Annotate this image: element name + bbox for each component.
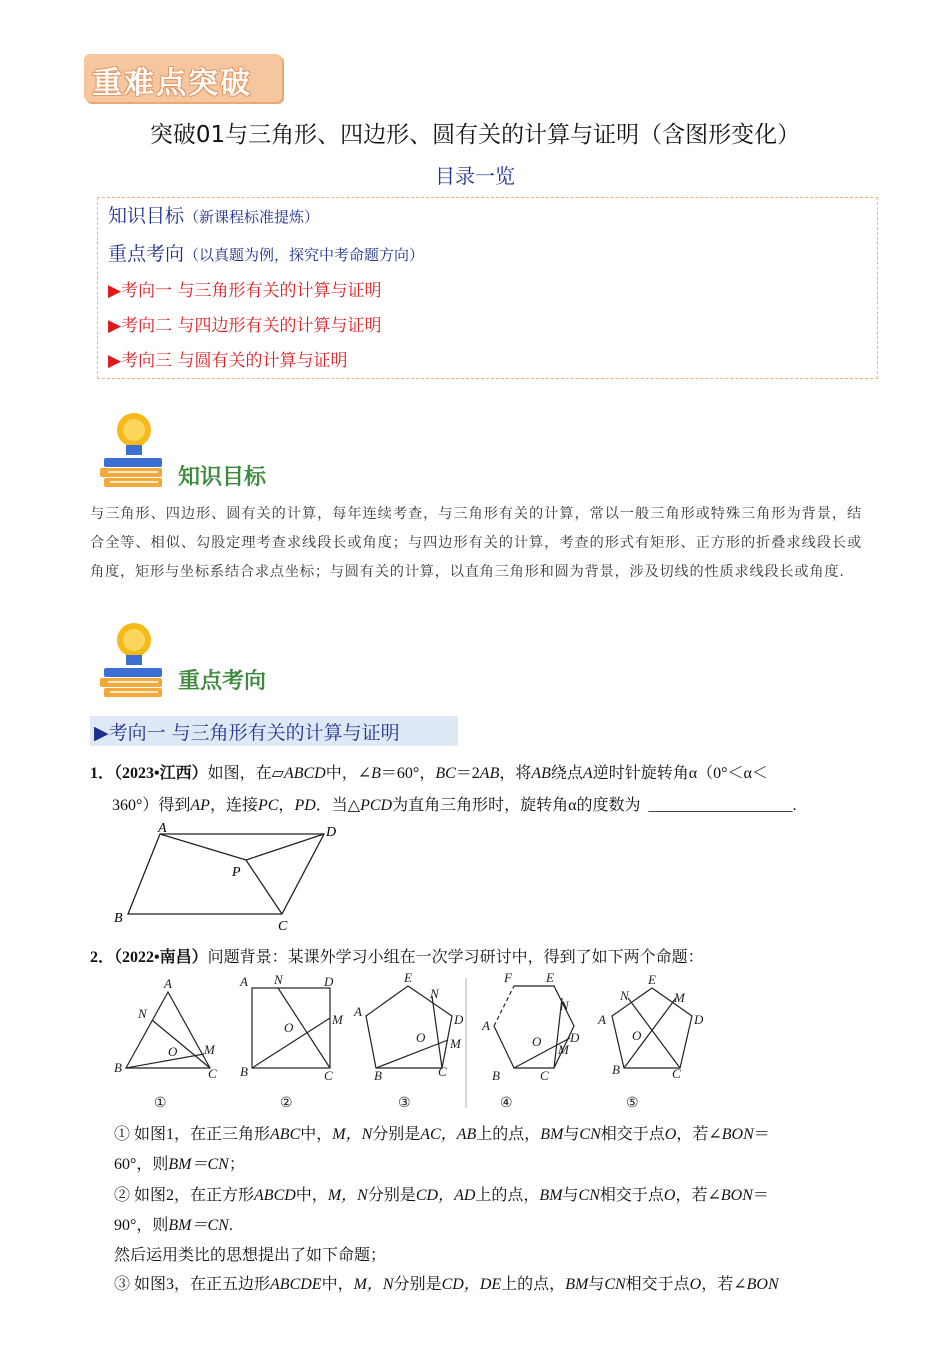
q1-text: ， <box>278 797 295 814</box>
q1-line2 <box>112 792 796 815</box>
q1-number: 1． <box>90 765 115 782</box>
q2-var: CD，AD <box>415 1187 476 1204</box>
svg-text:B: B <box>240 1064 248 1079</box>
q2-var: CN <box>578 1187 600 1204</box>
q2-var: ABCDE <box>270 1276 322 1293</box>
svg-text:M: M <box>204 1042 215 1057</box>
label-B: B <box>114 911 123 926</box>
q2-text: 60°，则 <box>114 1156 169 1173</box>
q2-var: O <box>689 1276 702 1293</box>
q2-text: 与 <box>562 1187 579 1204</box>
q2-figures <box>108 968 718 1116</box>
q2-text: . <box>228 1217 233 1234</box>
q2-text: ，若∠ <box>675 1187 721 1204</box>
q2-var: ABC <box>270 1126 301 1143</box>
q1-text: ＝2 <box>455 765 480 782</box>
fig-num-3: ③ <box>398 1096 411 1111</box>
q2-text: ② 如图2，在正方形 <box>114 1187 255 1204</box>
svg-text:M: M <box>674 990 685 1005</box>
svg-text:C: C <box>324 1068 333 1083</box>
svg-text:D: D <box>454 1012 464 1027</box>
q2-line1 <box>90 944 704 967</box>
q1-var: ABCD <box>283 765 326 782</box>
q1-text: 如图，在▱ <box>207 765 284 782</box>
q2-p1-line1 <box>114 1121 770 1144</box>
q2-text: ③ 如图3，在正五边形 <box>114 1276 271 1293</box>
q1-line1 <box>90 760 768 783</box>
svg-text:C: C <box>208 1066 217 1081</box>
q1-var: B <box>371 765 381 782</box>
q2-text: ＝ <box>752 1187 769 1204</box>
svg-text:A: A <box>164 976 172 991</box>
q1-text: 逆时针旋转角α（0°＜α＜ <box>592 765 768 782</box>
q2-text: 中， <box>321 1276 354 1293</box>
knowledge-heading: 知识目标 <box>178 465 267 490</box>
q2-text: 上的点， <box>501 1276 566 1293</box>
q2-text: ，若∠ <box>701 1276 747 1293</box>
svg-text:B: B <box>374 1068 382 1083</box>
section-badge <box>84 54 282 102</box>
q2-text: 分别是 <box>367 1187 416 1204</box>
q1-var: AB <box>479 765 500 782</box>
svg-text:F: F <box>504 970 512 985</box>
q2-source: （2022•南昌） <box>114 949 208 966</box>
q2-text: 相交于点 <box>599 1187 664 1204</box>
toc-heading: 目录一览 <box>435 164 515 188</box>
q1-text: 为直角三角形时，旋转角α的度数为 <box>392 797 641 814</box>
q2-text: 分别是 <box>393 1276 442 1293</box>
svg-text:A: A <box>598 1012 606 1027</box>
q2-text: ＝ <box>753 1126 770 1143</box>
svg-text:B: B <box>612 1062 620 1077</box>
q2-text: 分别是 <box>372 1126 421 1143</box>
q2-text: 上的点， <box>476 1126 541 1143</box>
q2-p3-line1 <box>114 1271 779 1294</box>
q2-text: 90°，则 <box>114 1217 169 1234</box>
badge-text: 重难点突破 <box>92 66 252 101</box>
page-title: 突破01与三角形、四边形、圆有关的计算与证明（含图形变化） <box>149 122 801 148</box>
toc-focus-sub: （以真题为例，探究中考命题方向） <box>184 246 425 264</box>
q1-var: PCD <box>360 797 393 814</box>
q1-text: ，将 <box>499 765 532 782</box>
q2-analogy: 然后运用类比的思想提出了如下命题； <box>114 1247 387 1264</box>
q1-source: （2023•江西） <box>114 765 208 782</box>
label-A: A <box>158 821 167 836</box>
svg-text:O: O <box>532 1034 542 1049</box>
toc-item-3[interactable]: ▶考向三 与圆有关的计算与证明 <box>108 351 348 371</box>
svg-text:O: O <box>168 1044 178 1059</box>
q2-p2-line2 <box>114 1212 233 1235</box>
topic-bar-text: ▶考向一 与三角形有关的计算与证明 <box>94 722 400 744</box>
q2-number: 2． <box>90 949 115 966</box>
svg-text:A: A <box>482 1018 490 1033</box>
q2-var: BM＝CN <box>168 1217 229 1234</box>
q1-text: 绕点 <box>550 765 583 782</box>
svg-text:C: C <box>438 1064 447 1079</box>
q2-var: O <box>663 1187 676 1204</box>
svg-text:A: A <box>354 1004 362 1019</box>
q1-text: 360°）得到 <box>112 797 191 814</box>
q2-var: BON <box>721 1126 754 1143</box>
q2-var: CN <box>604 1276 626 1293</box>
svg-text:E: E <box>648 972 656 987</box>
q2-intro: 问题背景：某课外学习小组在一次学习研讨中，得到了如下两个命题： <box>207 949 704 966</box>
q2-var: BM <box>540 1126 564 1143</box>
q2-var: BON <box>746 1276 779 1293</box>
q1-text: ＝60°， <box>380 765 436 782</box>
fig-num-5: ⑤ <box>626 1096 639 1111</box>
svg-text:C: C <box>540 1068 549 1083</box>
svg-text:O: O <box>416 1030 426 1045</box>
q2-var: CD，DE <box>441 1276 502 1293</box>
svg-text:N: N <box>560 998 569 1013</box>
q2-p1-line2 <box>114 1151 245 1174</box>
toc-line-focus[interactable] <box>108 239 424 266</box>
svg-text:M: M <box>332 1012 343 1027</box>
svg-text:D: D <box>570 1030 580 1045</box>
q2-var: BM <box>539 1187 563 1204</box>
q2-text: 相交于点 <box>600 1126 665 1143</box>
q1-var: BC <box>435 765 456 782</box>
q1-text: ，连接 <box>209 797 258 814</box>
svg-text:E: E <box>404 970 412 985</box>
lightbulb-books-icon <box>96 408 172 492</box>
svg-text:N: N <box>430 986 439 1001</box>
svg-text:C: C <box>672 1066 681 1081</box>
q2-text: 上的点， <box>475 1187 540 1204</box>
q2-text: 相交于点 <box>625 1276 690 1293</box>
q1-parallelogram-figure <box>110 818 350 936</box>
lightbulb-books-icon-2 <box>96 618 172 702</box>
q2-var: M，N <box>327 1187 368 1204</box>
svg-text:N: N <box>274 972 283 987</box>
label-P: P <box>232 865 241 880</box>
svg-text:B: B <box>492 1068 500 1083</box>
q1-var: A <box>582 765 593 782</box>
svg-text:M: M <box>450 1036 461 1051</box>
svg-text:N: N <box>620 988 629 1003</box>
q1-text: 中，∠ <box>325 765 372 782</box>
q2-var: CN <box>579 1126 601 1143</box>
q2-var: ABCD <box>254 1187 296 1204</box>
label-C: C <box>278 919 288 934</box>
q2-text: 中， <box>300 1126 333 1143</box>
svg-text:D: D <box>694 1012 704 1027</box>
q2-var: AC，AB <box>420 1126 477 1143</box>
fig-num-2: ② <box>280 1096 293 1111</box>
q1-var: PC <box>257 797 279 814</box>
q2-text: 与 <box>563 1126 580 1143</box>
svg-text:M: M <box>558 1042 569 1057</box>
knowledge-paragraph: 与三角形、四边形、圆有关的计算，每年连续考查，与三角形有关的计算，常以一般三角形或特殊三角形为背景，结合全等、相似、勾股定理考查求线段长或角度；与四边形有关的计算，考查的形式有矩形、正方形的折叠求线段长或角度，矩形与坐标系结合求点坐标；与圆有关的计算，以直角三角形和圆为背景，涉及切线的性质求线段长或角度. <box>90 506 862 580</box>
fig-num-1: ① <box>154 1096 167 1111</box>
svg-text:B: B <box>114 1060 122 1075</box>
q2-text: ① 如图1，在正三角形 <box>114 1126 271 1143</box>
q2-text: 与 <box>588 1276 605 1293</box>
toc-knowledge-main: 知识目标 <box>108 205 185 227</box>
svg-text:D: D <box>324 974 334 989</box>
q1-answer-blank[interactable]: __________________. <box>648 797 797 814</box>
q2-var: BON <box>720 1187 753 1204</box>
q1-var: AP <box>190 797 210 814</box>
q2-text: ，若∠ <box>676 1126 722 1143</box>
toc-item-1[interactable]: ▶考向一 与三角形有关的计算与证明 <box>108 281 382 301</box>
svg-text:N: N <box>138 1006 147 1021</box>
q2-text: ； <box>228 1156 245 1173</box>
toc-item-2[interactable]: ▶考向二 与四边形有关的计算与证明 <box>108 316 382 336</box>
svg-text:E: E <box>546 970 554 985</box>
q2-p2-line1 <box>114 1182 769 1205</box>
q2-var: BM＝CN <box>168 1156 229 1173</box>
q2-var: BM <box>565 1276 589 1293</box>
q1-var: PD <box>294 797 316 814</box>
q2-var: M，N <box>332 1126 373 1143</box>
focus-heading: 重点考向 <box>178 669 267 694</box>
q2-text: 中， <box>295 1187 328 1204</box>
toc-knowledge-sub: （新课程标准提炼） <box>184 208 320 226</box>
svg-text:A: A <box>240 974 248 989</box>
q2-var: O <box>664 1126 677 1143</box>
q2-var: M，N <box>353 1276 394 1293</box>
q1-text: ．当△ <box>315 797 361 814</box>
toc-focus-main: 重点考向 <box>108 243 185 265</box>
q1-var: AB <box>531 765 551 782</box>
svg-text:O: O <box>632 1028 642 1043</box>
toc-line-knowledge[interactable] <box>108 201 319 228</box>
label-D: D <box>326 825 337 840</box>
fig-num-4: ④ <box>500 1096 513 1111</box>
svg-text:O: O <box>284 1020 294 1035</box>
